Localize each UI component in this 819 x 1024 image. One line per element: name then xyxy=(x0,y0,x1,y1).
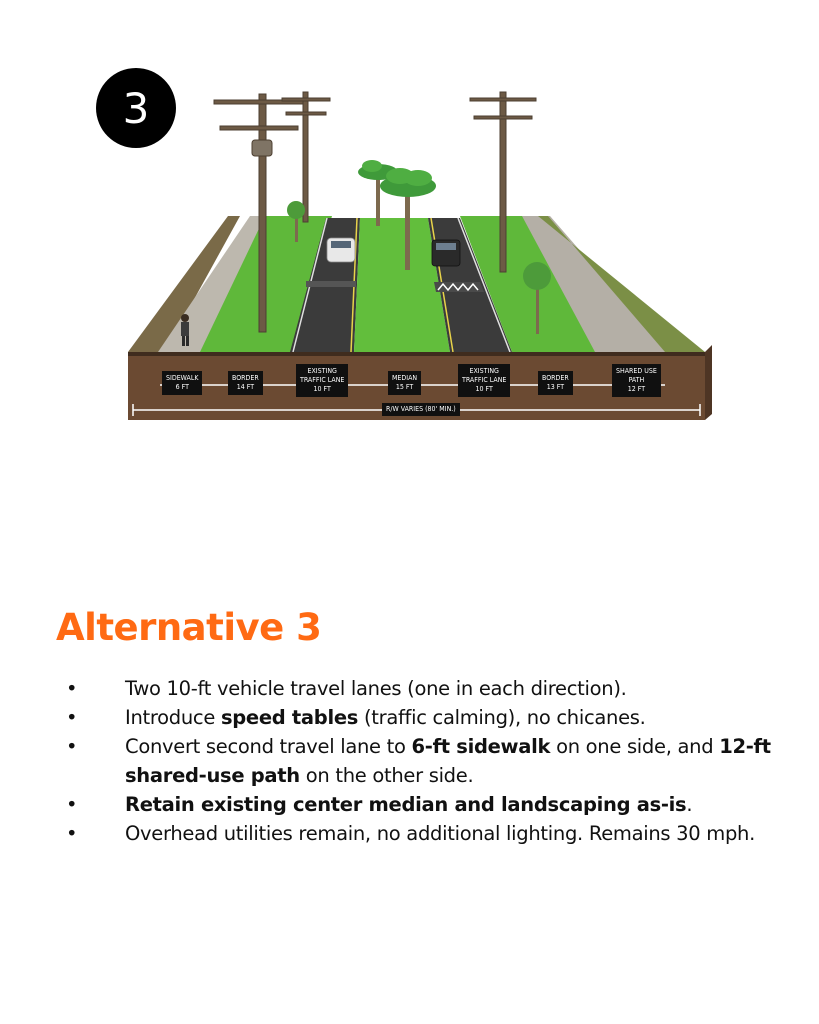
bullet-text: Two 10-ft vehicle travel lanes (one in each direction). xyxy=(125,677,627,700)
label-median: MEDIAN 15 FT xyxy=(388,371,421,395)
bullet-text: on the other side. xyxy=(299,764,474,787)
soil-right-face xyxy=(705,345,712,420)
car-dark xyxy=(432,240,460,266)
bullet-text: . xyxy=(686,793,693,816)
bullet-item xyxy=(60,703,800,732)
bullet-text: Convert second travel lane to xyxy=(125,735,412,758)
bullet-text: Introduce xyxy=(125,706,221,729)
step-number-badge: 3 xyxy=(96,68,176,148)
bullet-item xyxy=(60,732,800,790)
bullet-bold-text: Retain existing center median and landscaping as-is xyxy=(125,793,687,816)
pedestrian xyxy=(181,314,189,346)
label-shared-use-path: SHARED USE PATH 12 FT xyxy=(612,364,661,397)
bullet-item xyxy=(60,674,800,703)
bullet-text: Overhead utilities remain, no additional lighting. Remains 30 mph. xyxy=(125,822,756,845)
utility-pole-left-back xyxy=(282,92,330,222)
car-white xyxy=(327,238,355,262)
page-title: Alternative 3 xyxy=(56,606,322,649)
label-existing-traffic-lane-right: EXISTING TRAFFIC LANE 10 FT xyxy=(458,364,510,397)
label-border-left: BORDER 14 FT xyxy=(228,371,263,395)
bullet-bold-text: speed tables xyxy=(220,706,359,729)
bullet-item xyxy=(60,790,800,819)
bullet-text: (traffic calming), no chicanes. xyxy=(358,706,646,729)
bullet-list xyxy=(60,674,800,848)
bullet-bold-text: 12-ft shared-use path xyxy=(125,735,771,787)
bullet-text: on one side, and xyxy=(550,735,720,758)
speed-table xyxy=(434,282,484,292)
bullet-bold-text: 6-ft sidewalk xyxy=(411,735,551,758)
label-right-of-way: R/W VARIES (80' MIN.) xyxy=(382,403,460,416)
label-existing-traffic-lane-left: EXISTING TRAFFIC LANE 10 FT xyxy=(296,364,348,397)
label-border-right: BORDER 13 FT xyxy=(538,371,573,395)
bullet-item xyxy=(60,819,800,848)
label-sidewalk: SIDEWALK 6 FT xyxy=(162,371,202,395)
